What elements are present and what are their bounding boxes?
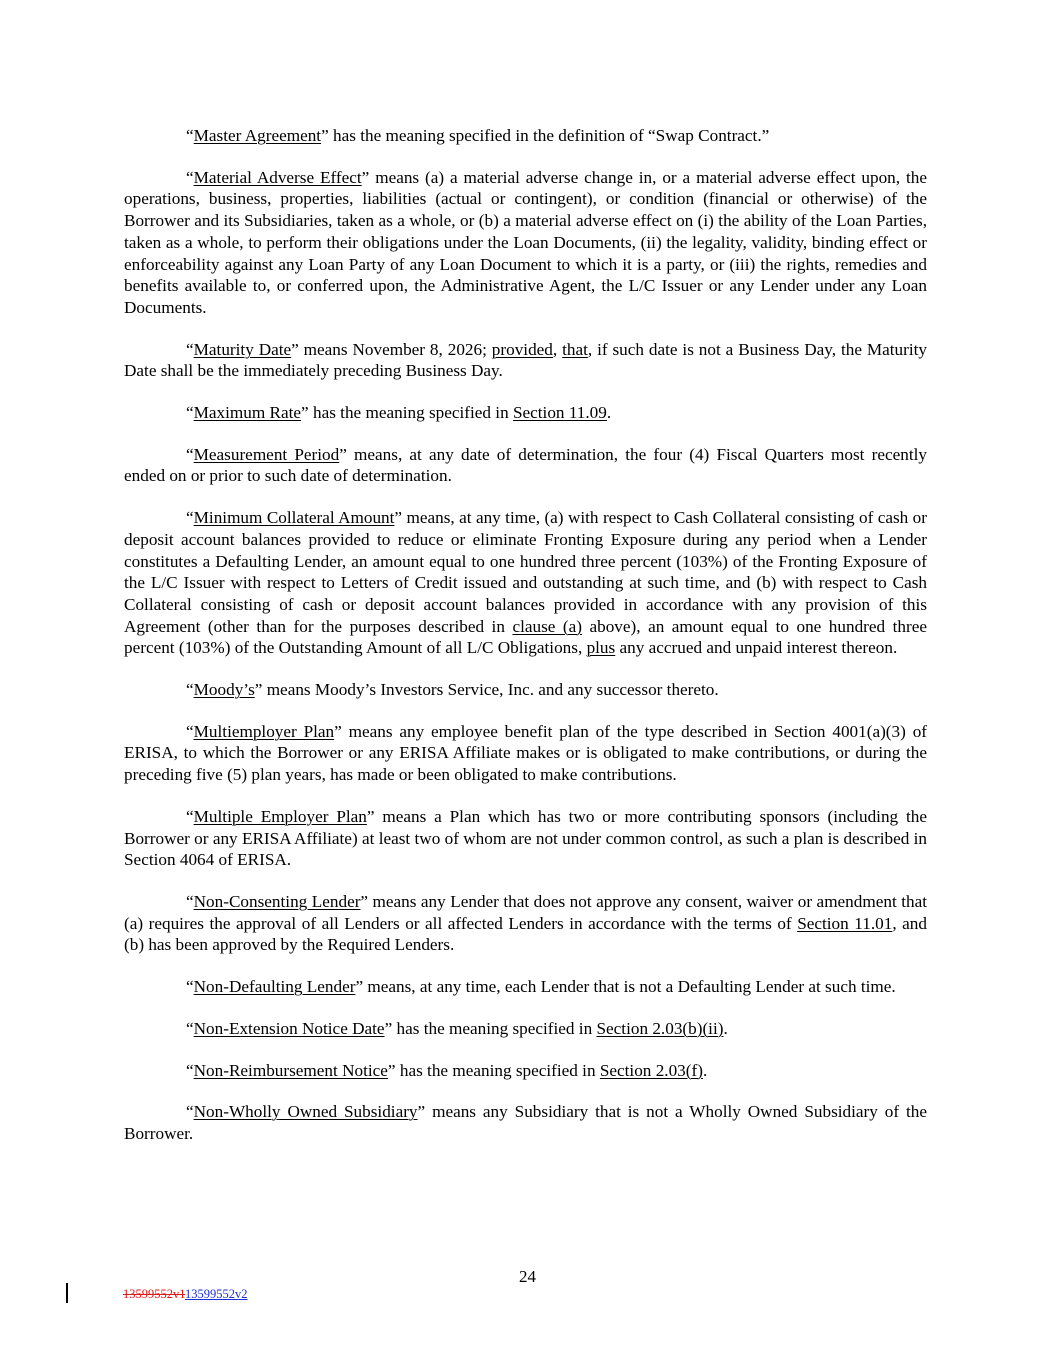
definition-paragraph	[124, 1060, 927, 1082]
definition-paragraph	[124, 125, 927, 147]
underlined-text: Section 11.01	[797, 913, 893, 933]
change-bar	[66, 1283, 68, 1303]
text-run: ” has the meaning specified in	[301, 403, 513, 423]
text-run: “	[186, 721, 194, 741]
underlined-text: Measurement Period	[193, 444, 340, 464]
text-run: “	[186, 403, 194, 423]
text-run: “	[186, 680, 194, 700]
text-run: .	[702, 1060, 708, 1080]
text-run: “	[186, 339, 194, 359]
text-run: “	[186, 508, 194, 528]
document-id	[123, 1287, 248, 1302]
definition-paragraph	[124, 402, 927, 424]
definition-paragraph	[124, 806, 927, 871]
text-run: ” means, at any time, (a) with respect to Cash Collateral consisting of cash or deposit account balances provided to reduce or eliminate Fronting Exposure during any period when a Lender constitutes a Defaulting Lender, an amount equal to one hundred three percent (103%) of the Fronting Exposure of the L/C Issuer with respect to Letters of Credit issued and outstanding at such time, and (b) with respect to Cash Collateral consisting of cash or deposit account balances provided in accordance with any provision of this Agreement (other than for the purposes described in	[124, 508, 928, 636]
definition-paragraph	[124, 679, 927, 701]
underlined-text: Non-Wholly Owned Subsidiary	[193, 1102, 418, 1122]
definition-paragraph	[124, 976, 927, 998]
text-run: “	[186, 1060, 194, 1080]
text-run: “	[186, 444, 194, 464]
underlined-text: Maximum Rate	[193, 403, 302, 423]
underlined-text: Multiple Employer Plan	[193, 806, 367, 826]
underlined-text: Non-Consenting Lender	[193, 891, 361, 911]
text-run: ” means (a) a material adverse change in, or a material adverse effect upon, the operations, business, properties, liabilities (actual or contingent), or condition (financial or otherwise) of the Borrower and its Subsidiaries, taken as a whole, or (b) a material adverse effect on (i) the ability of the Loan Parties, taken as a whole, to perform their obligations under the Loan Documents, (ii) the legality, validity, binding effect or enforceability against any Loan Party of any Loan Document to which it is a party, or (iii) the rights, remedies and benefits available to, or conferred upon, the Administrative Agent, the L/C Issuer or any Lender under any Loan Documents.	[124, 167, 927, 317]
text-run: “	[186, 891, 194, 911]
underlined-text: that	[562, 339, 588, 359]
underlined-text: Minimum Collateral Amount	[193, 508, 395, 528]
document-id-deleted: 13599552v1	[123, 1287, 186, 1301]
underlined-text: Master Agreement	[193, 126, 322, 145]
definitions-list	[124, 125, 927, 1145]
underlined-text: plus	[586, 638, 616, 658]
text-run: ” means, at any time, each Lender that is not a Defaulting Lender at such time.	[355, 977, 896, 997]
text-run: ” has the meaning specified in	[387, 1060, 600, 1080]
definition-paragraph	[124, 507, 927, 659]
text-run: “	[186, 1102, 194, 1122]
underlined-text: Section 2.03(f)	[599, 1060, 703, 1080]
underlined-text: Moody’s	[193, 680, 255, 700]
underlined-text: Section 2.03(b)(ii)	[596, 1018, 724, 1038]
definition-paragraph	[124, 721, 927, 786]
underlined-text: Non-Defaulting Lender	[193, 977, 356, 997]
text-run: above), an amount equal to one hundred three percent (103%) of the Outstanding Amount of all L/C Obligations,	[124, 616, 927, 658]
definition-paragraph	[124, 1101, 927, 1144]
definition-paragraph	[124, 891, 927, 956]
text-run: ” means, at any date of determination, the four (4) Fiscal Quarters most recently ended on or prior to such date of determination.	[124, 444, 927, 486]
text-run: , and (b) has been approved by the Required Lenders.	[124, 913, 927, 955]
document-id-inserted: 13599552v2	[185, 1287, 248, 1301]
text-run: ” means any Lender that does not approve any consent, waiver or amendment that (a) requires the approval of all Lenders or all affected Lenders in accordance with the terms of	[124, 891, 927, 933]
underlined-text: Non-Reimbursement Notice	[193, 1060, 388, 1080]
underlined-text: Material Adverse Effect	[193, 167, 362, 187]
definition-paragraph	[124, 167, 927, 319]
text-run: “	[186, 806, 194, 826]
definition-paragraph	[124, 1018, 927, 1040]
text-run: ” means any employee benefit plan of the type described in Section 4001(a)(3) of ERISA, to which the Borrower or any ERISA Affiliate makes or is obligated to make contributions, or during the preceding five (5) plan years, has made or been obligated to make contributions.	[124, 721, 928, 785]
text-run: ” means November 8, 2026;	[291, 339, 492, 359]
text-run: .	[723, 1018, 728, 1038]
underlined-text: provided	[491, 339, 553, 359]
text-run: ” means a Plan which has two or more contributing sponsors (including the Borrower or any ERISA Affiliate) at least two of whom are not under common control, as such a plan is described in Section 4064 of ERISA.	[124, 806, 927, 870]
definition-paragraph	[124, 339, 927, 382]
text-run: any accrued and unpaid interest thereon.	[615, 638, 898, 658]
underlined-text: clause (a)	[512, 616, 582, 636]
text-run: “	[186, 977, 194, 997]
text-run: ” means any Subsidiary that is not a Wholly Owned Subsidiary of the Borrower.	[124, 1102, 927, 1143]
definition-paragraph	[124, 444, 927, 487]
underlined-text: Multiemployer Plan	[193, 721, 335, 741]
text-run: , if such date is not a Business Day, the Maturity Date shall be the immediately preceding Business Day.	[124, 339, 927, 381]
text-run: “	[186, 1018, 194, 1038]
text-run: “	[186, 126, 194, 145]
text-run: .	[606, 403, 612, 423]
page-number: 24	[519, 1267, 536, 1286]
underlined-text: Section 11.09	[512, 403, 607, 423]
text-run: ” means Moody’s Investors Service, Inc. and any successor thereto.	[254, 680, 719, 700]
underlined-text: Non-Extension Notice Date	[193, 1018, 385, 1038]
text-run: ” has the meaning specified in the definition of “Swap Contract.”	[321, 126, 770, 145]
text-run: ,	[552, 339, 563, 359]
underlined-text: Maturity Date	[193, 339, 292, 359]
text-run: “	[186, 167, 194, 187]
text-run: ” has the meaning specified in	[384, 1018, 597, 1038]
